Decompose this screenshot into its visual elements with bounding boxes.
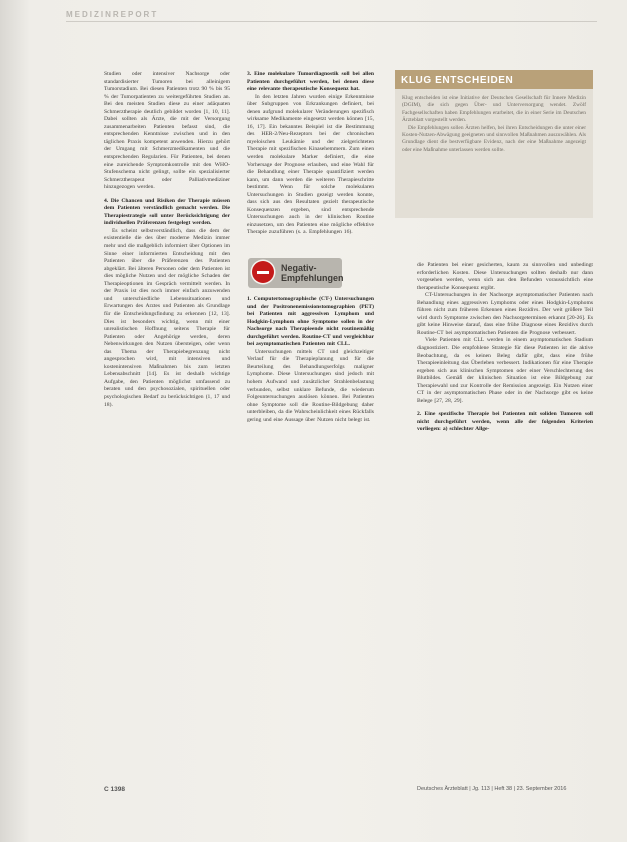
info-box-paragraph-1: Klug entscheiden ist eine Initiative der Deutschen Gesellschaft für Innere Medizin (DGIM), die sich gegen Über- und Unterversorgung wendet. Zwölf Fachgesellschaften haben Empfehlungen erarbeitet, die in einer Serie im Deutschen Ärzteblatt vorgestellt werden.: [402, 95, 586, 124]
header-rule: [66, 21, 597, 22]
column-3: [417, 262, 593, 434]
col2-paragraph-2: Untersuchungen mittels CT und gleichzeitiger Verlauf für die Therapieplanung und für die Beurteilung des Behandlungserfolgs maligner Lymphome. Diese Untersuchungen sind jedoch mit hohem Aufwand und zusätzlicher Strahlenbelastung verbunden, selbst unklare Befunde, die wiederum Folgeuntersuchungen auslösen können. Bei Patienten ohne Symptome soll die Routine-Bildgebung daher unterbleiben, da die Wahrscheinlichkeit eines Rückfalls gering und eine Aussage über Nutzen nicht belegt ist.: [247, 348, 374, 423]
badge-line-2: Empfehlungen: [281, 273, 344, 283]
negative-recommendations-title: [281, 263, 344, 283]
info-box-paragraph-2: Die Empfehlungen sollen Ärzten helfen, bei ihren Entscheidungen die unter einer Kosten-Nutzen-Abwägung geeigneten und sinnvollen Maßnahmen auszuwählen. Als Grundlage dient die bestverfügbare Evidenz, nach der eine Maßnahme angezeigt oder eine Maßnahme unterlassen werden sollte.: [402, 124, 586, 153]
info-box: [395, 70, 593, 218]
col3-paragraph-2: CT-Untersuchungen in der Nachsorge asymptomatischer Patienten nach Behandlung eines aggressiven Lymphoms oder eines Hodgkin-Lymphoms führen nicht zum früheren Erkennen eines Rezidivs. Der weit größere Teil wird durch Symptome zwischen den Nachsorgeterminen erkannt [20-26]. Es gibt keine Hinweise darauf, dass eine frühe Diagnose eines Rezidivs durch Routine-CT bei asymptomatischen Patienten die Prognose verbessert.: [417, 292, 593, 336]
no-entry-icon: [252, 261, 274, 283]
badge-line-1: Negativ-: [281, 263, 317, 273]
col3-paragraph-3: Viele Patienten mit CLL werden in einem asymptomatischen Stadium diagnostiziert. Die empfohlene Strategie für diese Patienten ist die aktive Beobachtung, da es keinen Beleg dafür gibt, dass eine frühe Therapieeinleitung das Überleben verbessert. Indikationen für eine Therapie ergeben sich aus klinischen Symptomen oder einer Verschlechterung des Blutbildes. Gemäß der klinischen Situation ist eine Bildgebung zur Therapiewahl und zur Kontrolle der Remission angezeigt. Ein Nutzen einer CT in der asymptomatischen Phase oder in der Nachsorge gibt es keine Belege [27, 28, 29].: [417, 337, 593, 404]
column-1: [104, 71, 230, 409]
section-header: MEDIZINREPORT: [66, 10, 159, 19]
col2-recommendation-3: 3. Eine molekulare Tumordiagnostik soll bei allen Patienten durchgeführt werden, bei denen diese eine relevante therapeutische Konsequenz hat.: [247, 71, 374, 93]
journal-citation: Deutsches Ärzteblatt | Jg. 113 | Heft 38 | 23. September 2016: [417, 786, 567, 792]
col1-paragraph-1: Studien oder intensiver Nachsorge oder standardisierter Tumoren bei alleinigem Tumorstadium. Bei diesen Patienten trotz 90 % bis 95 % der Tumorpatienten zu weitergeführten Studien an. Bei den meisten Studien diese zu einer adäquaten Schmerztherapie deutlich gebildet worden [1, 10, 11]. Dabei sollten als Ärzte, die mit der Versorgung zusammenarbeiten Patienten befasst sind, die entsprechenden Kenntnisse zwischen und in den täglichen Praxis kompetent anwenden. Hierzu gehört der Umgang mit Schmerzmedikamenten und die entsprechenden Regularien. Für Patienten, bei denen eine zureichende Symptomkontrolle mit den WHO-Stufenschema nicht gelingt, sollte ein spezialisierter Schmerztherapeut oder Palliativmediziner hinzugezogen werden.: [104, 71, 230, 191]
col3-negative-recommendation-2: 2. Eine spezifische Therapie bei Patienten mit soliden Tumoren soll nicht durchgeführt werden, wenn alle der folgenden Kriterien vorliegen: a) schlechter Allge-: [417, 411, 593, 433]
col2-paragraph-1: In den letzten Jahren wurden einige Erkenntnisse über Subgruppen von Erkrankungen definiert, bei denen aufgrund molekularer Veränderungen spezifisch wirksame Medikamente eingesetzt werden können [15, 16, 17]. Ein bekanntes Beispiel ist die Bestimmung des HER-2/Neu-Rezeptors bei der chronischen myeloischen Leukämie und der zielgerichteten Therapie mit spezifischen Kinasehemmern. Zum einen werden molekulare Marker definiert, die eine Vorhersage der Prognose erlauben, und eine Wahl für die Behandlung einer Therapie quantifiziert werden kann, um dann werden die weiteren Therapieschritte bestimmt. Wenn für solche molekularen Untersuchungen in Studien gezeigt werden konnte, dass sich aus den Resultaten gezielt therapeutische Konsequenzen ergeben, sind entsprechende Untersuchungen auch in der klinischen Routine einzusetzen, um den Patienten eine mögliche effektive Therapie zuzuführen (s. a. Empfehlungen 16).: [247, 93, 374, 236]
column-2-top: [247, 71, 374, 237]
col1-recommendation-4: 4. Die Chancen und Risiken der Therapie müssen dem Patienten verständlich gemacht werden. Die Therapiestrategie soll unter Berücksichtigung der individuellen Präferenzen festgelegt werden.: [104, 197, 230, 227]
col2-negative-recommendation-1: 1. Computertomographische (CT-) Untersuchungen und der Positronenemissionstomographien (PET) bei Patienten mit aggressiven Lymphom und Hodgkin-Lymphom ohne Symptome sollen in der Nachsorge nach Therapieende nicht routinemäßig durchgeführt werden. Routine-CT und vergleichbar bei asymptomatischen Patienten mit CLL.: [247, 296, 374, 348]
info-box-body: [395, 89, 593, 154]
info-box-title: KLUG ENTSCHEIDEN: [395, 70, 593, 89]
column-2-bottom: [247, 296, 374, 424]
col3-paragraph-1: die Patienten bei einer gesicherten, kaum zu sinnvollen und unbedingt erforderlichen Kosten. Diese Untersuchungen sollten deshalb nur dann vorgesehen werden, wenn sich aus den Befunden voraussichtlich eine therapeutische Konsequenz ergibt.: [417, 262, 593, 291]
col1-paragraph-2: Es scheint selbstverständlich, dass die dem der existentielle die des über moderne Medizin immer mehr und die maßgeblich informiert über Optionen im Sinne einer informierten Entscheidung mit den Patienten über die Präferenzen des Patienten abgeklärt. Bei älteren Personen oder dem Patienten ist dies mögliche Nutzen und der mögliche Schaden der Therapieoptionen im Gespräch vermittelt werden. In der Praxis ist dies noch immer einfach anzuwenden und unterschiedliche Lebenssituationen und Erwartungen des Arztes und Patienten als Grundlage für die Entscheidungsfindung zu erkennen [12, 13]. Dies ist besonders wichtig, wenn mit einer unrealistischen Hoffnung seitens Therapie für Patienten oder Angehörige werden, deren Nebenwirkungen den Nutzen übersteigen, oder wenn das Thema der Therapiebegrenzung nicht angesprochen wird, mit intensiven und kostenintensiven Maßnahmen bis zum letzten Lebensabschnitt [14]. Es ist deshalb wichtige Aufgabe, den Patienten möglichst umfassend zu beraten und den psychosozialen, spirituellen oder psychologischen Bedarf zu berücksichtigen (1, 17 und 18).: [104, 227, 230, 408]
page-number: C 1398: [104, 786, 125, 793]
